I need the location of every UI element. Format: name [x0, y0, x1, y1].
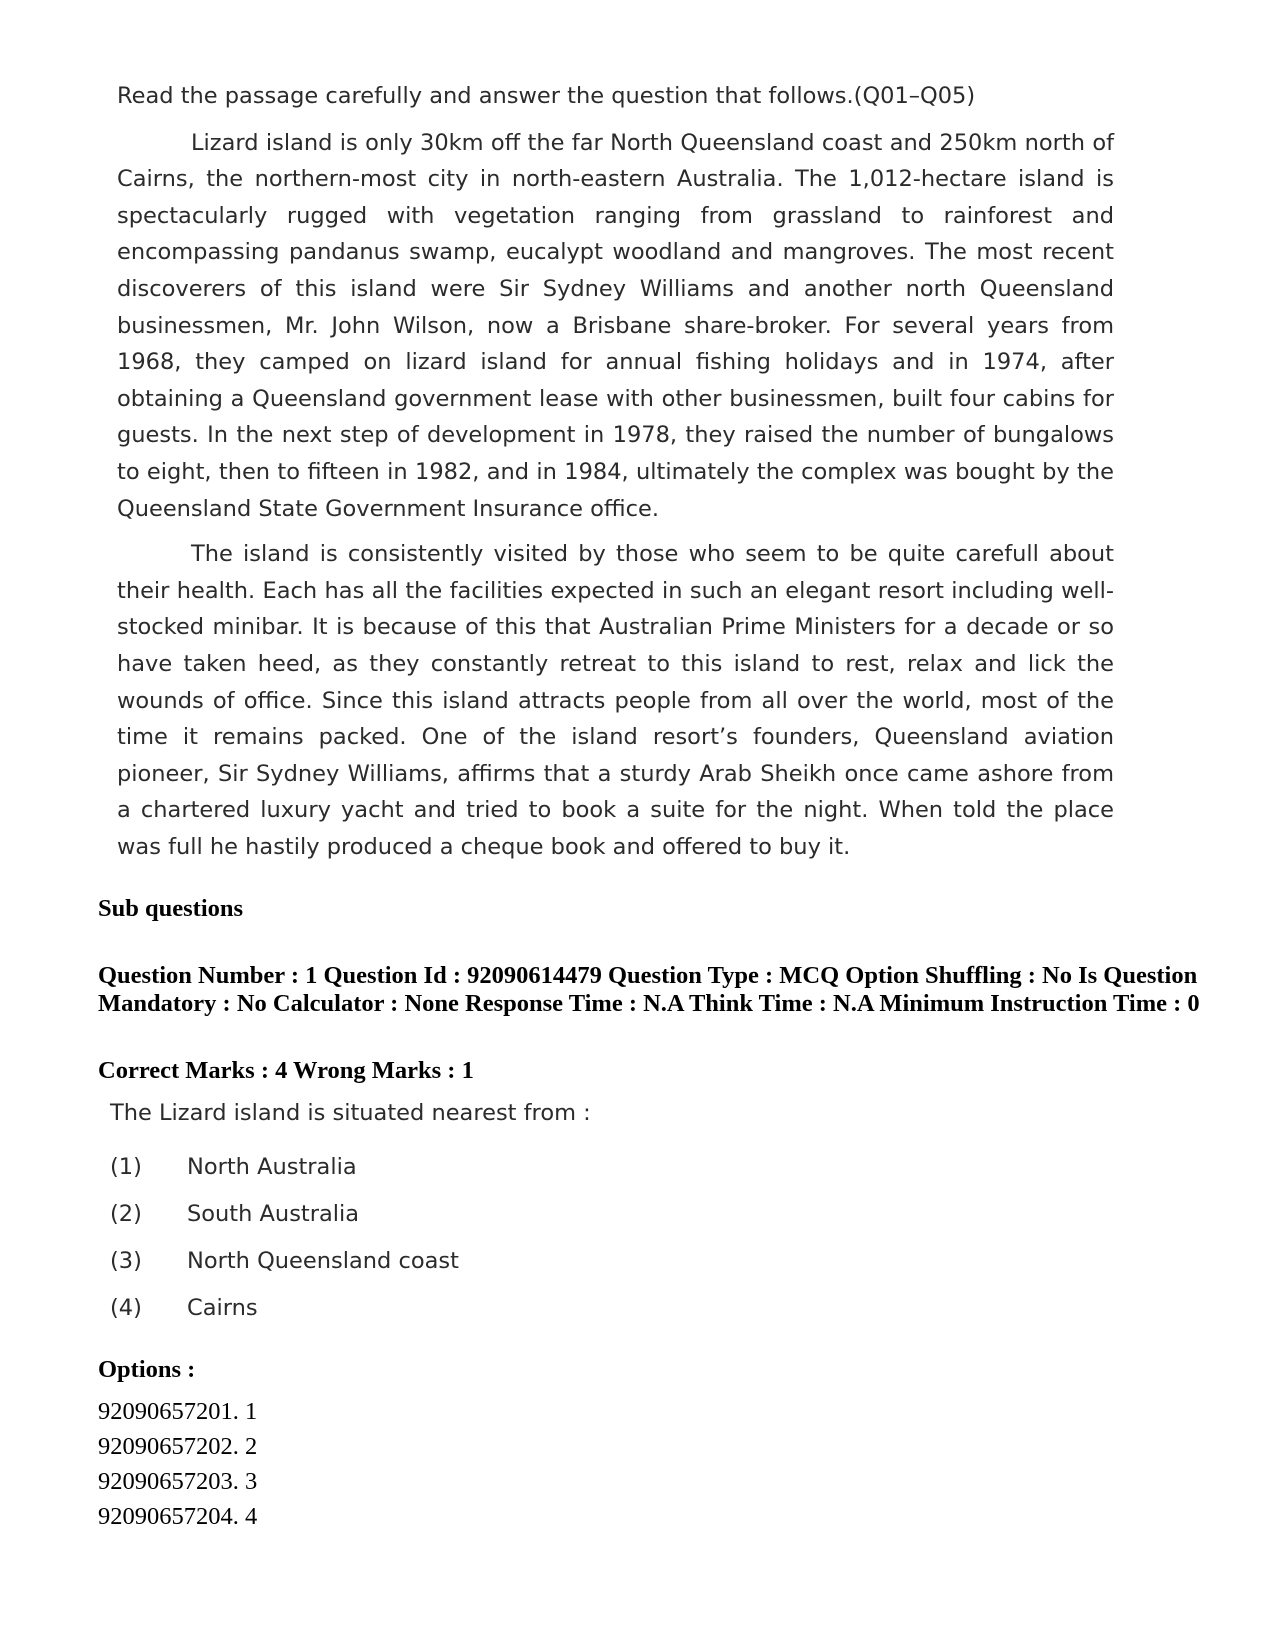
answer-choice-3 — [110, 1248, 459, 1295]
choice-number: (1) — [110, 1154, 142, 1180]
option-id-item: 92090657203. 3 — [98, 1468, 258, 1495]
answer-choice-list — [110, 1154, 459, 1342]
answer-choice-4 — [110, 1295, 459, 1342]
answer-choice-1 — [110, 1154, 459, 1201]
choice-text: Cairns — [187, 1295, 258, 1321]
passage-paragraph-1: Lizard island is only 30km off the far North Queensland coast and 250km north of Cairns, the northern-most city in north-eastern Australia. The 1,012-hectare island is spectacularly rugged with vegetation ranging from grassland to rainforest and encompassing pandanus swamp, eucalypt woodland and mangroves. The most recent discoverers of this island were Sir Sydney Williams and another north Queensland businessmen, Mr. John Wilson, now a Brisbane share-broker. For several years from 1968, they camped on lizard island for annual fishing holidays and in 1974, after obtaining a Queensland government lease with other businessmen, built four cabins for guests. In the next step of development in 1978, they raised the number of bungalows to eight, then to fifteen in 1982, and in 1984, ultimately the complex was bought by the Queensland State Government Insurance office. — [117, 129, 1114, 522]
option-id-list — [98, 1394, 257, 1534]
choice-number: (2) — [110, 1201, 142, 1227]
question-metadata: Question Number : 1 Question Id : 92090614479 Question Type : MCQ Option Shuffling : No Is Question Mandatory : No Calculator : None Response Time : N.A Think Time : N.A Minimum Instruction Time : 0 — [98, 962, 1200, 1017]
option-id-item: 92090657202. 2 — [98, 1433, 258, 1460]
passage-section — [117, 78, 1114, 874]
choice-text: North Queensland coast — [187, 1248, 459, 1274]
choice-number: (4) — [110, 1295, 142, 1321]
passage-paragraph-2: The island is consistently visited by those who seem to be quite carefull about their health. Each has all the facilities expected in such an elegant resort including well-stocked minibar. It is because of this that Australian Prime Ministers for a decade or so have taken heed, as they constantly retreat to this island to rest, relax and lick the wounds of office. Since this island attracts people from all over the world, most of the time it remains packed. One of the island resort’s founders, Queensland aviation pioneer, Sir Sydney Williams, affirms that a sturdy Arab Sheikh once came ashore from a chartered luxury yacht and tried to book a suite for the night. When told the place was full he hastily produced a cheque book and offered to buy it. — [117, 541, 1114, 860]
answer-choice-2 — [110, 1201, 459, 1248]
sub-questions-heading: Sub questions — [98, 895, 244, 922]
question-stem: The Lizard island is situated nearest from : — [110, 1100, 591, 1126]
options-heading: Options : — [98, 1356, 196, 1383]
option-id-item: 92090657201. 1 — [98, 1398, 258, 1425]
option-id-item: 92090657204. 4 — [98, 1503, 258, 1530]
choice-number: (3) — [110, 1248, 142, 1274]
choice-text: South Australia — [187, 1201, 360, 1227]
question-marks: Correct Marks : 4 Wrong Marks : 1 — [98, 1057, 474, 1084]
passage-instruction: Read the passage carefully and answer the question that follows.(Q01–Q05) — [117, 83, 976, 109]
choice-text: North Australia — [187, 1154, 357, 1180]
